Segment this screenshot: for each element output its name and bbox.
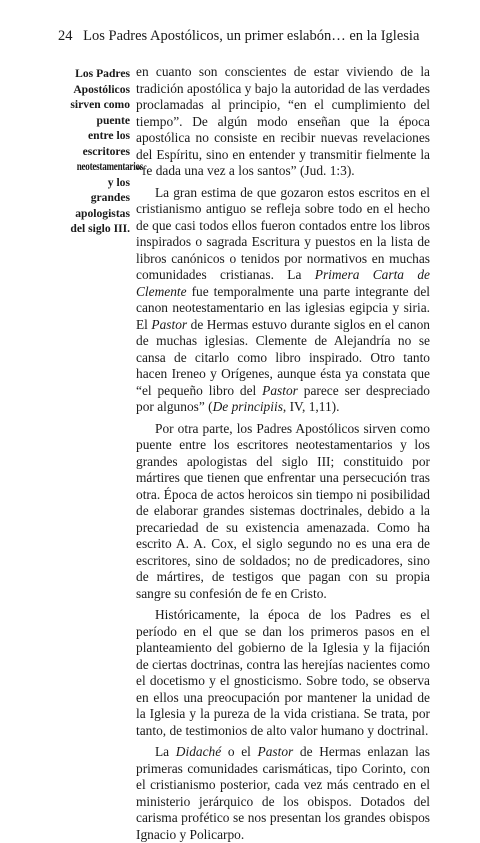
margin-note xyxy=(58,66,144,237)
italic-title: Didaché xyxy=(175,744,222,759)
paragraph-text: o el xyxy=(221,744,258,759)
italic-title: Pastor xyxy=(262,382,298,398)
paragraph-text: La gran estima de que gozaron estos escritos en el cristianismo antiguo se refleja sobre todo en el hecho de que casi todos ellos fueron contados entre los libros inspirados o sagrada Escritura y puestos en la lista de libros canónicos o tenidos por normativos en muchas comunidades cristianas. La xyxy=(136,184,430,282)
running-header xyxy=(58,27,438,45)
italic-title: Pastor xyxy=(257,744,294,759)
body-text xyxy=(136,64,430,843)
paragraph-text: La xyxy=(155,744,176,759)
paragraph-text: , IV, 1,11). xyxy=(282,399,340,414)
margin-note-line: del siglo III. xyxy=(70,222,130,235)
page-number: 24 xyxy=(58,28,73,44)
italic-title: Pastor xyxy=(151,316,188,332)
paragraph-2 xyxy=(136,185,430,416)
paragraph-text: de Hermas enlazan las primeras comunidades carismáticas, tipo Corinto, con el cristianismo posterior, cada vez más centrado en el ministerio jerárquico de los obispos. Dotados del carisma profético se nos presentan los grandes obispos Ignacio y Policarpo. xyxy=(136,744,430,842)
paragraph-text: en cuanto son conscientes de estar viviendo de la tradición apostólica y bajo la autoridad de las verdades proclamadas al principio, “en el cumplimiento del tiempo”. De algún modo enseñan que la época apostólica no consiste en recibir nuevas revelaciones del Espíritu, sino en entender y transmitir fielmente la “fe dada una vez a los santos” (Jud. 1:3). xyxy=(136,64,430,178)
margin-note-line: y los xyxy=(107,175,130,189)
margin-note-line: sirven como xyxy=(70,98,130,111)
paragraph-text: fue temporalmente una parte integrante del canon neotestamentario en las iglesias egipcia y siria. El xyxy=(136,283,430,332)
italic-title: Primera Carta de Clemente xyxy=(136,267,430,299)
margin-note-line: entre los xyxy=(88,129,130,142)
margin-note-line: escritores xyxy=(82,144,130,158)
margin-note-line xyxy=(58,159,144,175)
margin-note-condensed-word: neotestamentarios xyxy=(76,160,144,173)
margin-note-line: puente xyxy=(96,113,130,127)
running-title: Los Padres Apostólicos, un primer eslabón… en la Iglesia xyxy=(83,28,420,44)
margin-note-line: apologistas xyxy=(75,206,130,220)
italic-title: De principiis xyxy=(212,399,283,414)
paragraph-text: Por otra parte, los Padres Apostólicos sirven como puente entre los escritores neotestamentarios y los grandes apologistas del siglo III; constituido por mártires que tienen que enfrentar una persecución tras otra. Época de actos heroicos sin tiempo ni posibilidad de elaborar grandes sistemas doctrinales, debido a la precariedad de su existencia amenazada. Como ha escrito A. A. Cox, el siglo segundo no es una era de escritores, sino de soldados; no de predicadores, sino de mártires, de testigos que pagan con su propia sangre su confesión de fe en Cristo. xyxy=(136,420,430,601)
margin-note-line: Los Padres xyxy=(75,67,130,80)
paragraph-5 xyxy=(136,744,430,843)
paragraph-text: Históricamente, la época de los Padres es el período en el que se dan los primeros pasos en el planteamiento del gobierno de la Iglesia y la fijación de ciertas doctrinas, contra las herejías nacientes como el docetismo y el gnosticismo. Sobre todo, se observa en ellos una preocupación por mantener la unidad de la Iglesia y la pureza de la vida cristiana. Se trata, por tanto, de testimonios de alto valor humano y doctrinal. xyxy=(136,607,430,738)
paragraph-4 xyxy=(136,607,430,739)
margin-note-line: Apostólicos xyxy=(73,82,130,96)
paragraph-3 xyxy=(136,421,430,603)
margin-note-line: grandes xyxy=(90,191,130,204)
paragraph-1 xyxy=(136,64,430,180)
paragraph-text: de Hermas estuvo durante siglos en el canon de muchas iglesias. Clemente de Alejandría no se cansa de citarlo como libro inspirado. Otro tanto hacen Ireneo y Orígenes, aunque ésta ya constata que “el pequeño libro del xyxy=(136,316,430,398)
paragraph-text: parece ser despreciado por algunos” ( xyxy=(136,382,431,414)
